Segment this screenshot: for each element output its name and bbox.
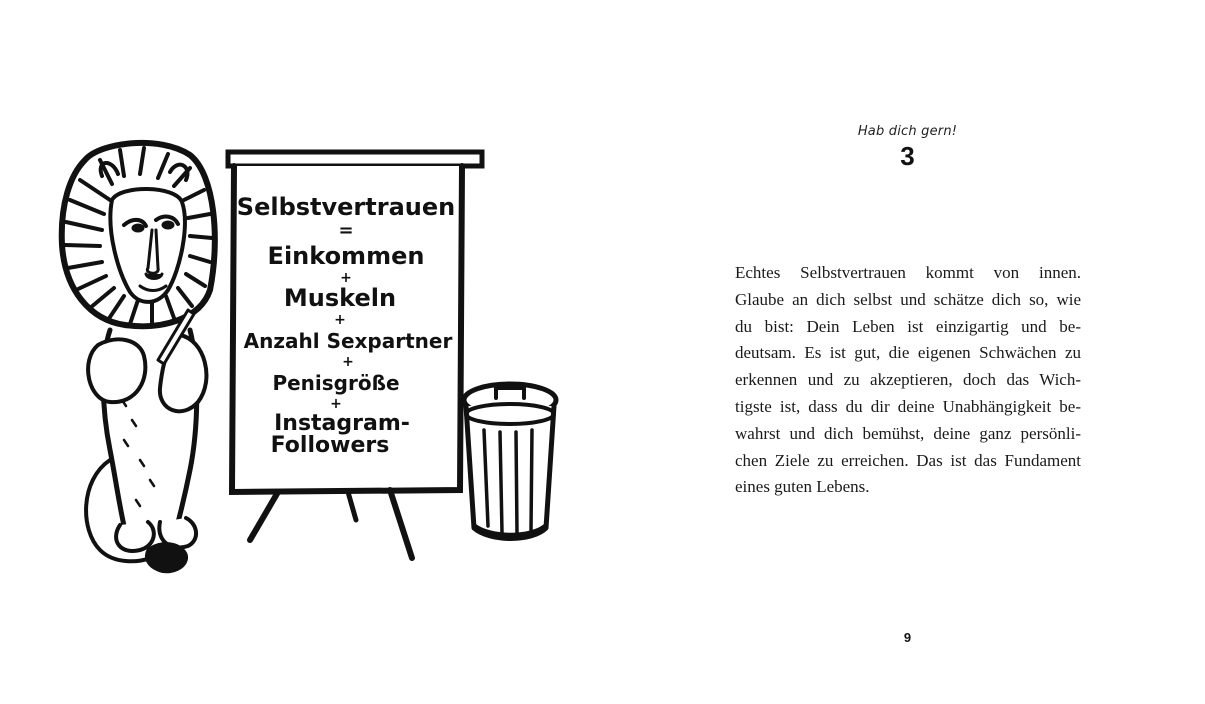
flipchart-line: + <box>340 270 352 286</box>
flipchart-line: Selbstvertrauen <box>236 193 456 221</box>
chapter-header <box>700 124 1115 172</box>
body-line: eines guten Lebens. <box>735 477 870 497</box>
body-line: deutsam. Es ist gut, die eigenen Schwächen zu <box>735 343 1081 363</box>
flipchart-line: Penisgröße <box>272 371 400 395</box>
flipchart-line: + <box>342 354 354 370</box>
body-line: chen Ziele zu erreichen. Das ist das Fundament <box>735 450 1081 470</box>
body-paragraph <box>735 260 1081 501</box>
trash-can-drawing <box>464 384 556 539</box>
chapter-kicker: Hab dich gern! <box>857 124 958 139</box>
chapter-number: 3 <box>900 141 915 171</box>
illustration-svg <box>40 130 580 590</box>
right-page <box>700 0 1180 704</box>
body-line: Glaube an dich selbst und schätze dich so, wie <box>735 289 1081 309</box>
flipchart-line: Anzahl Sexpartner <box>243 329 453 353</box>
flipchart-line: + <box>330 396 342 412</box>
flipchart-line: = <box>338 220 354 241</box>
lion-drawing <box>62 143 215 572</box>
body-line: du bist: Dein Leben ist einzigartig und be- <box>735 316 1081 336</box>
body-line: erkennen und zu akzeptieren, doch das Wich- <box>735 370 1081 390</box>
page-number: 9 <box>903 630 912 645</box>
body-line: wahrst und dich bemühst, deine ganz persönli- <box>735 423 1081 443</box>
flipchart-line: Followers <box>270 433 390 458</box>
flipchart-line: + <box>334 312 346 328</box>
flipchart-line: Einkommen <box>267 242 425 270</box>
lion-flipchart-illustration <box>40 130 580 590</box>
flipchart-line: Instagram- <box>274 411 410 436</box>
body-line: tigste ist, dass du dir deine Unabhängigkeit be- <box>735 396 1081 416</box>
flipchart-line: Muskeln <box>283 284 397 312</box>
body-line: Echtes Selbstvertrauen kommt von innen. <box>735 263 1081 282</box>
